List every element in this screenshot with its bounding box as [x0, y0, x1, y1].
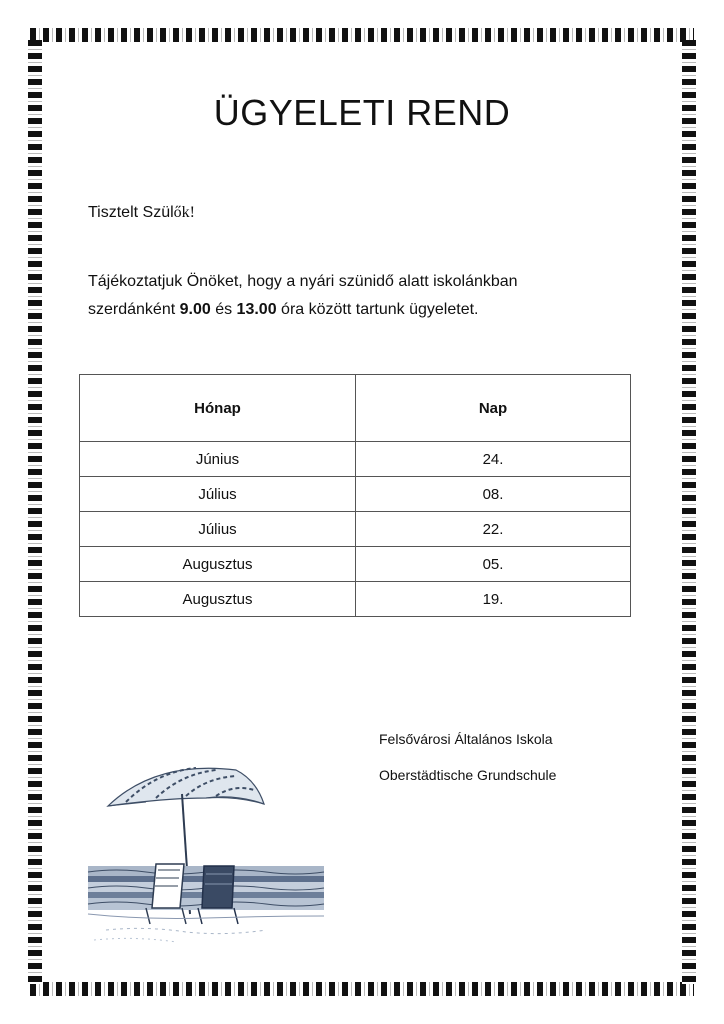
start-time: 9.00	[179, 301, 211, 318]
day-cell: 24.	[356, 442, 631, 477]
column-header-day: Nap	[356, 375, 631, 442]
notice-paragraph	[88, 268, 648, 324]
day-cell: 05.	[356, 547, 631, 582]
column-header-month: Hónap	[80, 375, 356, 442]
greeting-text: Tisztelt Szül	[88, 204, 174, 221]
notice-text-b: és	[210, 301, 237, 318]
table-row	[80, 477, 631, 512]
table-row	[80, 442, 631, 477]
table-header-row	[80, 375, 631, 442]
day-cell: 08.	[356, 477, 631, 512]
greeting	[88, 204, 195, 222]
decorative-border-right	[682, 40, 696, 984]
month-cell: Július	[80, 512, 356, 547]
notice-line-2	[88, 296, 648, 324]
day-cell: 22.	[356, 512, 631, 547]
day-cell: 19.	[356, 582, 631, 617]
table-row	[80, 582, 631, 617]
notice-text-a: szerdánként	[88, 301, 180, 318]
month-cell: Július	[80, 477, 356, 512]
school-name-german: Oberstädtische Grundschule	[379, 767, 557, 783]
table-row	[80, 512, 631, 547]
beach-umbrella-illustration	[86, 758, 328, 948]
decorative-border-left	[28, 40, 42, 984]
school-name-hungarian: Felsővárosi Általános Iskola	[379, 731, 553, 747]
month-cell: Augusztus	[80, 547, 356, 582]
month-cell: Június	[80, 442, 356, 477]
decorative-border-bottom	[30, 982, 694, 996]
table-row	[80, 547, 631, 582]
notice-line-1: Tájékoztatjuk Önöket, hogy a nyári szünidő alatt iskolánkban	[88, 273, 518, 290]
month-cell: Augusztus	[80, 582, 356, 617]
schedule-table	[79, 374, 631, 617]
greeting-tail: ők!	[173, 204, 195, 221]
end-time: 13.00	[236, 301, 277, 318]
page-title: ÜGYELETI REND	[213, 92, 511, 133]
decorative-border-top	[30, 28, 694, 42]
notice-text-c: óra között tartunk ügyeletet.	[276, 301, 479, 318]
